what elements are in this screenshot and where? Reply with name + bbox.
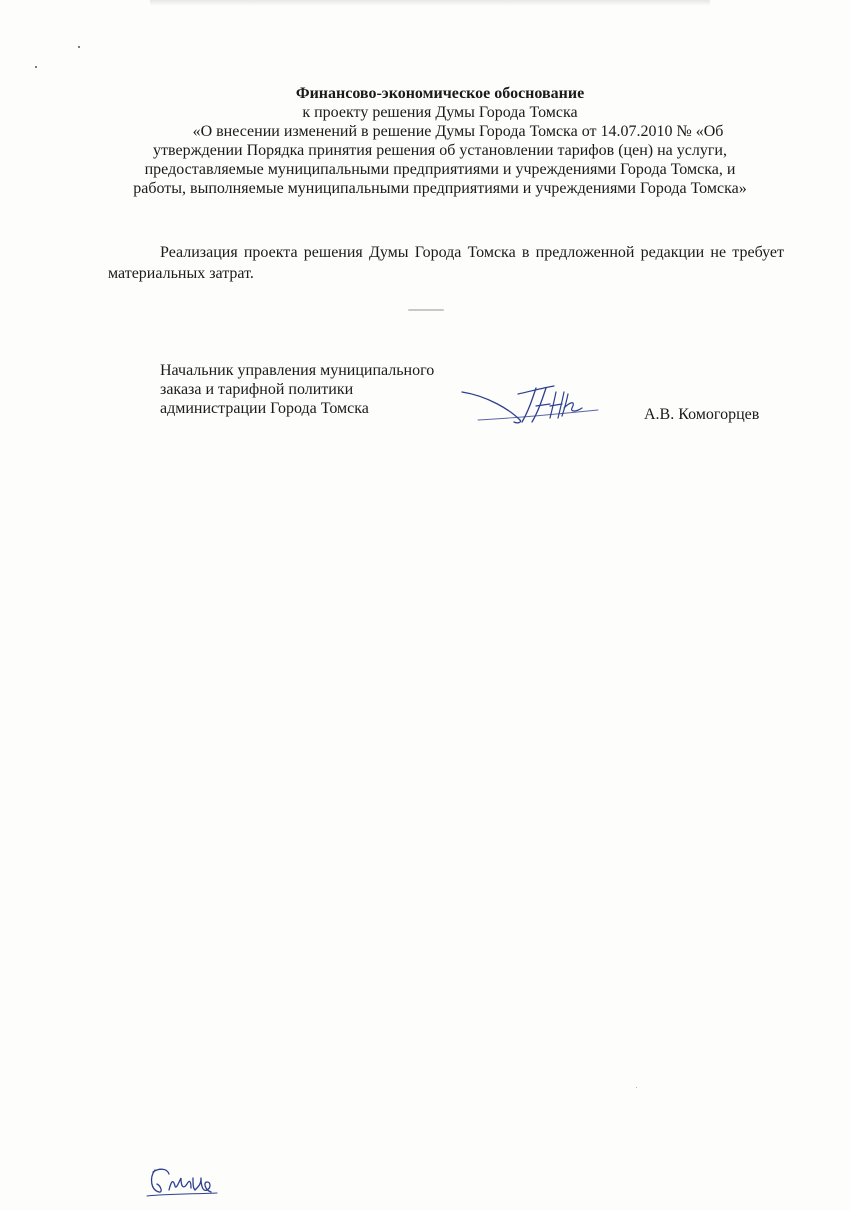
signatory-position-line: Начальник управления муниципального (160, 362, 435, 379)
subtitle-line: утверждении Порядка принятия решения об установлении тарифов (цен) на услуги, (153, 142, 727, 159)
scan-speck (636, 1087, 637, 1088)
signatory-name: А.В. Комогорцев (644, 406, 760, 423)
scan-mark (408, 309, 444, 311)
handwritten-initials (145, 1160, 225, 1200)
body-paragraph: Реализация проекта решения Думы Города Томска в предложенной редакции не требует материальных затрат. (108, 244, 784, 282)
subtitle-line: предоставляемые муниципальными предприятиями и учреждениями Города Томска, и (144, 161, 736, 178)
subtitle-line: «О внесении изменений в решение Думы Города Томска от 14.07.2010 № «Об (192, 123, 724, 140)
signatory-position (160, 361, 434, 418)
document-header (100, 84, 780, 198)
subtitle-line: к проекту решения Думы Города Томска (302, 104, 578, 121)
handwritten-signature (458, 380, 608, 430)
subtitle-line: работы, выполняемые муниципальными предприятиями и учреждениями Города Томска» (133, 180, 747, 197)
signatory-position-line: администрации Города Томска (160, 400, 369, 417)
signatory-position-line: заказа и тарифной политики (160, 381, 354, 398)
scan-speck (78, 46, 80, 48)
document-title: Финансово-экономическое обоснование (295, 85, 585, 102)
scan-speck (35, 66, 37, 68)
scan-edge-shadow (150, 0, 710, 6)
